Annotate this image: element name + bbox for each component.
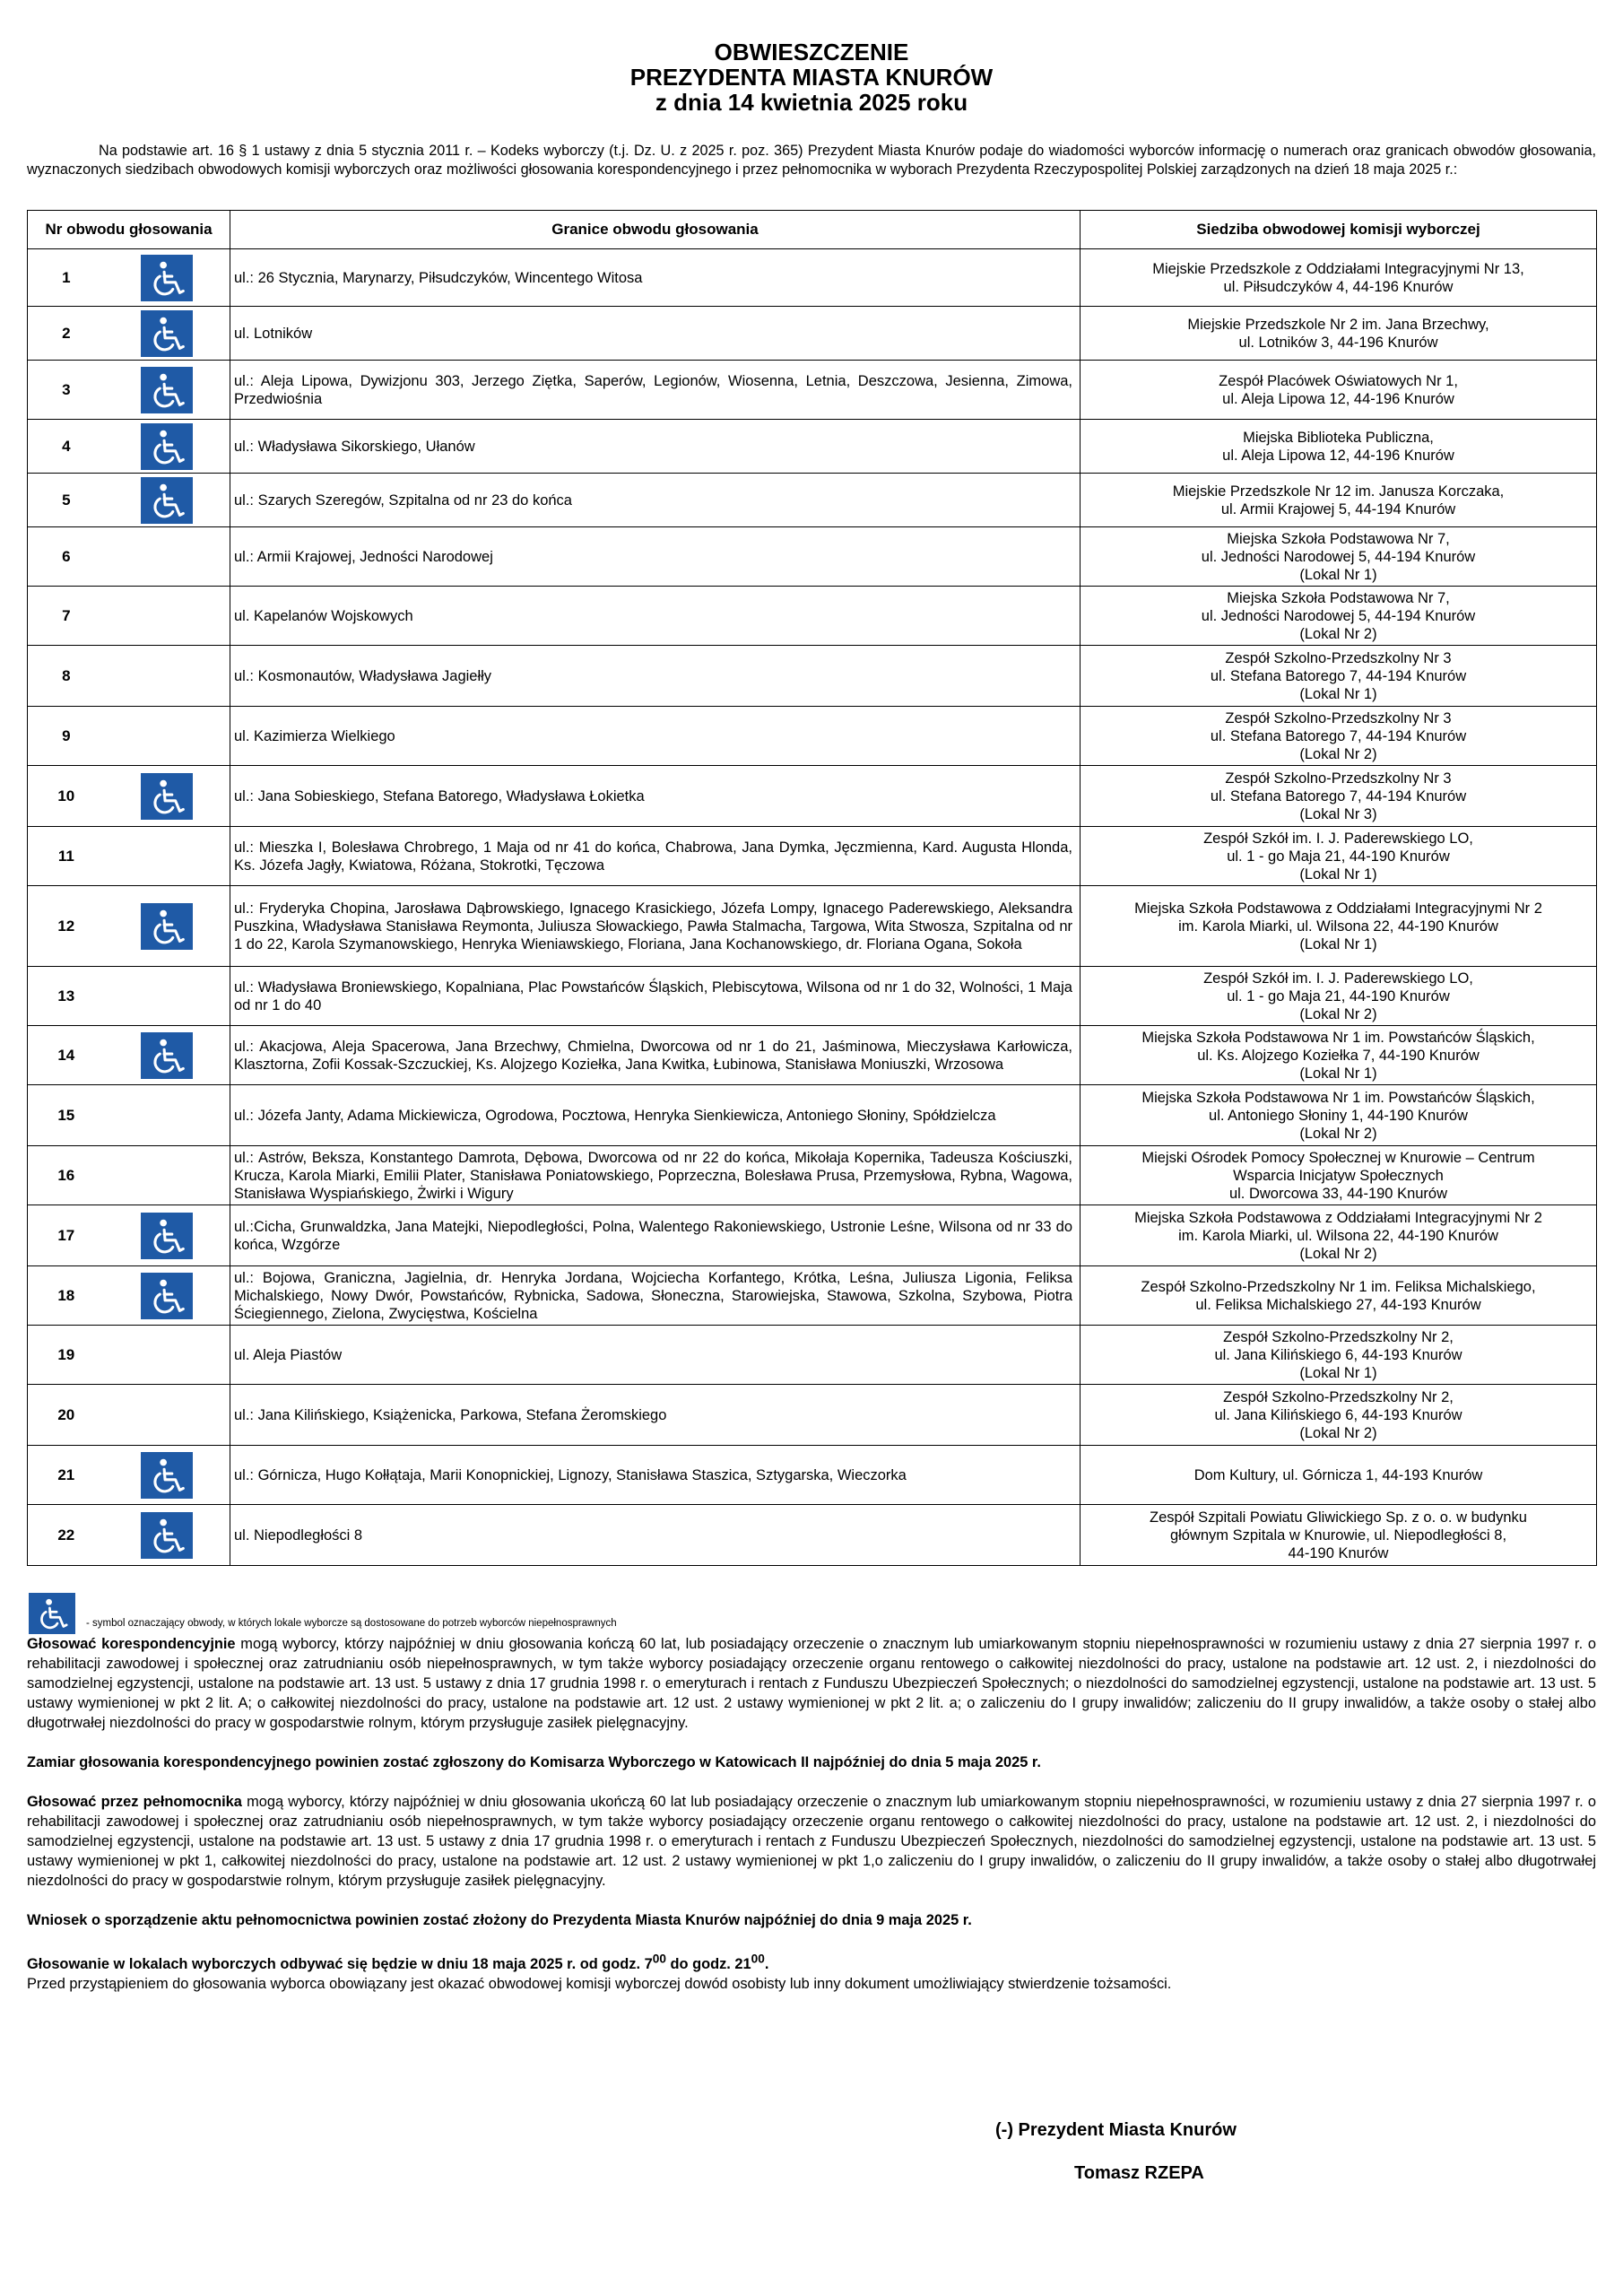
table-body	[28, 249, 1597, 1566]
commission-seat-line: ul. Feliksa Michalskiego 27, 44-193 Knurów	[1195, 1296, 1481, 1313]
notice-title	[27, 39, 1596, 115]
commission-seat-line: Miejska Szkoła Podstawowa z Oddziałami Integracyjnymi Nr 2	[1134, 1209, 1542, 1226]
district-boundaries: ul.: Astrów, Beksza, Konstantego Damrota, Dębowa, Dworcowa od nr 22 do końca, Mikołaja Kopernika, Tadeusza Kościuszki, Krucza, Karola Miarki, Emilii Plater, Stanisława Poniatowskiego, Poprzeczna, Bolesława Prusa, Przemysłowa, Rybna, Wagowa, Stanisława Wyspiańskiego, Żwirki i Wigury	[230, 1146, 1081, 1205]
commission-seat-line: Miejskie Przedszkole z Oddziałami Integracyjnymi Nr 13,	[1152, 260, 1524, 277]
commission-seat-line: Zespół Szkolno-Przedszkolny Nr 2,	[1223, 1328, 1454, 1345]
commission-seat-line: ul. Aleja Lipowa 12, 44-196 Knurów	[1222, 447, 1454, 464]
district-number: 13	[57, 987, 75, 1004]
district-number-cell	[28, 1026, 230, 1085]
district-boundaries: ul.: 26 Stycznia, Marynarzy, Piłsudczyków, Wincentego Witosa	[230, 249, 1081, 307]
table-row	[28, 361, 1597, 420]
district-number-cell	[28, 1446, 230, 1505]
district-boundaries: ul. Kazimierza Wielkiego	[230, 707, 1081, 766]
district-boundaries: ul.: Jana Sobieskiego, Stefana Batorego, Władysława Łokietka	[230, 766, 1081, 827]
intro-paragraph: Na podstawie art. 16 § 1 ustawy z dnia 5 stycznia 2011 r. – Kodeks wyborczy (t.j. Dz. U. z 2025 r. poz. 365) Prezydent Miasta Knurów podaje do wiadomości wyborców informację o numerach oraz granicach obwodów głosowania, wyznaczonych siedzibach obwodowych komisji wyborczych oraz możliwości głosowania korespondencyjnego i przez pełnomocnika w wyborach Prezydenta Rzeczypospolitej Polskiej zarządzonych na dzień 18 maja 2025 r.:	[27, 143, 1596, 178]
district-number: 15	[57, 1106, 75, 1124]
proxy-text: mogą wyborcy, którzy najpóźniej w dniu głosowania ukończą 60 lat lub posiadający orzeczenie o znacznym lub umiarkowanym stopniu niepełnosprawności, w rozumieniu ustawy z dnia 27 sierpnia 1997 r. o rehabilitacji zawodowej i społecznej oraz zatrudnianiu osób niepełnosprawnych, w tym także wyborcy posiadający orzeczenie organu rentowego o całkowitej niezdolności do pracy, ustalone na podstawie art. 12 ust. 2, i niezdolności do samodzielnej egzystencji, ustalone na podstawie art. 13 ust. 5 ustawy z dnia 17 grudnia 1998 r. o emeryturach i rentach z Funduszu Ubezpieczeń Społecznych, niezdolności do samodzielnej egzystencji, ustalone na podstawie art. 13 ust. 5 ustawy wymienionej w pkt 1, całkowitej niezdolności do pracy, ustalone na podstawie art. 12 ust. 2 ustawy wymienionej w pkt 1,o zaliczeniu do I grupy inwalidów, o zaliczeniu do II grupy inwalidów, a także osoby o stałej albo długotrwałej niezdolności do pracy w gospodarstwie rolnym, którym przysługuje zasiłek pielęgnacyjny.	[27, 1794, 1596, 1889]
commission-seat-line: (Lokal Nr 1)	[1299, 1065, 1377, 1082]
district-number: 5	[62, 491, 71, 509]
table-row	[28, 1446, 1597, 1505]
commission-seat-line: ul. Jedności Narodowej 5, 44-194 Knurów	[1201, 548, 1476, 565]
commission-seat	[1081, 361, 1597, 420]
commission-seat-line: (Lokal Nr 1)	[1299, 865, 1377, 883]
commission-seat-line: Zespół Szkół im. I. J. Paderewskiego LO,	[1203, 970, 1473, 987]
district-boundaries: ul.: Armii Krajowej, Jedności Narodowej	[230, 527, 1081, 587]
commission-seat-line: (Lokal Nr 2)	[1299, 1005, 1377, 1022]
district-boundaries: ul.: Mieszka I, Bolesława Chrobrego, 1 Maja od nr 41 do końca, Chabrowa, Jana Dymka, Jęczmienna, Kard. Augusta Hlonda, Ks. Józefa Jagły, Kwiatowa, Różana, Stokrotki, Tęczowa	[230, 827, 1081, 886]
commission-seat	[1081, 249, 1597, 307]
table-row	[28, 307, 1597, 361]
district-number-cell	[28, 1146, 230, 1205]
wheelchair-accessible-icon	[141, 1452, 193, 1499]
district-boundaries: ul.: Akacjowa, Aleja Spacerowa, Jana Brzechwy, Chmielna, Dworcowa od nr 1 do 21, Jaśminowa, Mieczysława Karłowicza, Klasztorna, Zofii Kossak-Szczuckiej, Ks. Alojzego Koziełka, Jana Kwitka, Łubinowa, Stanisława Moniuszki, Wrzosowa	[230, 1026, 1081, 1085]
district-number: 12	[57, 917, 75, 935]
district-number-cell	[28, 646, 230, 707]
district-number-cell	[28, 249, 230, 307]
district-number: 20	[57, 1405, 75, 1423]
commission-seat-line: ul. Antoniego Słoniny 1, 44-190 Knurów	[1209, 1107, 1468, 1124]
district-number-cell	[28, 1085, 230, 1146]
commission-seat-line: im. Karola Miarki, ul. Wilsona 22, 44-190 Knurów	[1178, 1227, 1498, 1244]
district-number: 17	[57, 1226, 75, 1244]
district-boundaries: ul. Aleja Piastów	[230, 1326, 1081, 1385]
wheelchair-accessible-icon	[141, 1032, 193, 1079]
district-number-cell	[28, 1266, 230, 1326]
table-row	[28, 1146, 1597, 1205]
district-boundaries: ul. Niepodległości 8	[230, 1505, 1081, 1566]
district-number-cell	[28, 1385, 230, 1446]
district-number: 7	[62, 606, 71, 624]
commission-seat	[1081, 1266, 1597, 1326]
commission-seat-line: Dom Kultury, ul. Górnicza 1, 44-193 Knurów	[1193, 1466, 1483, 1483]
commission-seat	[1081, 1446, 1597, 1505]
wheelchair-accessible-icon	[141, 423, 193, 470]
table-row	[28, 474, 1597, 527]
wheelchair-accessible-icon	[141, 310, 193, 357]
commission-seat-line: (Lokal Nr 1)	[1299, 685, 1377, 702]
commission-seat-line: ul. Stefana Batorego 7, 44-194 Knurów	[1210, 787, 1467, 804]
proxy-lead: Głosować przez pełnomocnika	[27, 1794, 242, 1810]
district-boundaries: ul.: Szarych Szeregów, Szpitalna od nr 23 do końca	[230, 474, 1081, 527]
district-boundaries: ul.: Górnicza, Hugo Kołłątaja, Marii Konopnickiej, Lignozy, Stanisława Staszica, Sztygarska, Wieczorka	[230, 1446, 1081, 1505]
title-line-2: PREZYDENTA MIASTA KNURÓW	[629, 64, 994, 91]
table-row	[28, 766, 1597, 827]
table-row	[28, 646, 1597, 707]
commission-seat-line: Miejska Szkoła Podstawowa Nr 7,	[1227, 589, 1450, 606]
table-header-row	[28, 211, 1597, 249]
table-row	[28, 1505, 1597, 1566]
district-number-cell	[28, 1205, 230, 1266]
district-number-cell	[28, 527, 230, 587]
voting-districts-table	[27, 210, 1597, 1566]
district-boundaries: ul.: Kosmonautów, Władysława Jagiełły	[230, 646, 1081, 707]
district-number-cell	[28, 886, 230, 967]
district-number: 18	[57, 1286, 75, 1304]
commission-seat-line: Zespół Szkolno-Przedszkolny Nr 3	[1225, 709, 1452, 726]
commission-seat-line: ul. Piłsudczyków 4, 44-196 Knurów	[1223, 278, 1454, 295]
table-row	[28, 1385, 1597, 1446]
commission-seat	[1081, 587, 1597, 646]
commission-seat-line: (Lokal Nr 2)	[1299, 745, 1377, 762]
commission-seat-line: ul. Jedności Narodowej 5, 44-194 Knurów	[1201, 607, 1476, 624]
commission-seat-line: Wsparcia Inicjatyw Społecznych	[1233, 1167, 1444, 1184]
correspondence-text: mogą wyborcy, którzy najpóźniej w dniu głosowania kończą 60 lat, lub posiadający orzeczenie o znacznym lub umiarkowanym stopniu niepełnosprawności w rozumieniu ustawy z dnia 27 sierpnia 1997 r. o rehabilitacji zawodowej i społecznej oraz zatrudnianiu osób niepełnosprawnych, w tym także wyborcy posiadający orzeczenie organu rentowego o całkowitej niezdolności do pracy, ustalone na podstawie art. 12 ust. 2, i niezdolności do samodzielnej egzystencji, ustalone na podstawie art. 13 ust. 5 ustawy z dnia 17 grudnia 1998 r. o emeryturach i rentach z Funduszu Ubezpieczeń Społecznych; o niezdolności do samodzielnej egzystencji, ustalone na podstawie art. 13 ust. 5 ustawy wymienionej w pkt 2 lit. A; o całkowitej niezdolności do pracy, ustalone na podstawie art. 12 ust. 2 ustawy wymienionej w pkt 2 lit. a; o zaliczeniu do I grupy inwalidów; zaliczeniu do II grupy inwalidów, a także osoby o stałej albo długotrwałej niezdolności do pracy w gospodarstwie rolnym, którym przysługuje zasiłek pielęgnacyjny.	[27, 1636, 1597, 1731]
district-boundaries: ul.:Cicha, Grunwaldzka, Jana Matejki, Niepodległości, Polna, Walentego Rakoniewskiego, Ustronie Leśne, Wilsona od nr 33 do końca, Wzgórze	[230, 1205, 1081, 1266]
voting-hours: Głosowanie w lokalach wyborczych odbywać się będzie w dniu 18 maja 2025 r. od godz. $7^{00}$ do godz. $21^{00}$.	[27, 1952, 769, 1973]
commission-seat-line: Zespół Szkół im. I. J. Paderewskiego LO,	[1203, 830, 1473, 847]
commission-seat-line: (Lokal Nr 1)	[1299, 1364, 1377, 1381]
commission-seat-line: Zespół Placówek Oświatowych Nr 1,	[1219, 372, 1458, 389]
correspondence-lead: Głosować korespondencyjnie	[27, 1636, 236, 1652]
district-number: 2	[62, 324, 71, 342]
district-number-cell	[28, 967, 230, 1026]
district-number-cell	[28, 361, 230, 420]
district-boundaries: ul. Kapelanów Wojskowych	[230, 587, 1081, 646]
district-number-cell	[28, 587, 230, 646]
district-number-cell	[28, 474, 230, 527]
table-row	[28, 587, 1597, 646]
district-boundaries: ul.: Jana Kilińskiego, Książenicka, Parkowa, Stefana Żeromskiego	[230, 1385, 1081, 1446]
district-number: 16	[57, 1166, 75, 1184]
district-number: 1	[62, 268, 71, 286]
commission-seat	[1081, 1205, 1597, 1266]
table-row	[28, 527, 1597, 587]
district-number-cell	[28, 707, 230, 766]
id-requirement-note: Przed przystąpieniem do głosowania wyborca obowiązany jest okazać obwodowej komisji wyborczej dowód osobisty lub inny dokument umożliwiający stwierdzenie tożsamości.	[27, 1976, 1172, 1993]
title-line-1: OBWIESZCZENIE	[714, 39, 909, 65]
commission-seat	[1081, 886, 1597, 967]
proxy-paragraph	[27, 1792, 1596, 1891]
signature-title: (-) Prezydent Miasta Knurów	[995, 2120, 1237, 2140]
commission-seat-line: ul. Dworcowa 33, 44-190 Knurów	[1228, 1185, 1448, 1202]
district-number: 3	[62, 380, 71, 398]
commission-seat-line: ul. Aleja Lipowa 12, 44-196 Knurów	[1222, 390, 1454, 407]
table-row	[28, 1085, 1597, 1146]
district-number-cell	[28, 307, 230, 361]
wheelchair-accessible-icon	[141, 477, 193, 524]
commission-seat	[1081, 474, 1597, 527]
table-row	[28, 420, 1597, 474]
district-number: 14	[57, 1046, 75, 1064]
district-boundaries: ul.: Józefa Janty, Adama Mickiewicza, Ogrodowa, Pocztowa, Henryka Sienkiewicza, Antoniego Słoniny, Spółdzielcza	[230, 1085, 1081, 1146]
table-row	[28, 707, 1597, 766]
district-boundaries: ul.: Aleja Lipowa, Dywizjonu 303, Jerzego Ziętka, Saperów, Legionów, Wiosenna, Letnia, Deszczowa, Jesienna, Zimowa, Przedwiośnia	[230, 361, 1081, 420]
commission-seat-line: Zespół Szpitali Powiatu Gliwickiego Sp. z o. o. w budynku	[1150, 1509, 1527, 1526]
table-row	[28, 1026, 1597, 1085]
table-row	[28, 967, 1597, 1026]
district-number: 4	[62, 437, 71, 455]
wheelchair-accessible-icon	[141, 1273, 193, 1319]
commission-seat	[1081, 420, 1597, 474]
commission-seat	[1081, 1385, 1597, 1446]
commission-seat-line: (Lokal Nr 2)	[1299, 1125, 1377, 1142]
district-number: 10	[57, 787, 75, 804]
commission-seat-line: 44-190 Knurów	[1288, 1544, 1389, 1561]
commission-seat	[1081, 527, 1597, 587]
wheelchair-accessible-icon	[141, 1213, 193, 1259]
commission-seat	[1081, 1326, 1597, 1385]
commission-seat-line: Miejska Szkoła Podstawowa z Oddziałami Integracyjnymi Nr 2	[1134, 900, 1542, 917]
correspondence-deadline: Zamiar głosowania korespondencyjnego powinien zostać zgłoszony do Komisarza Wyborczego w Katowicach II najpóźniej do dnia 5 maja 2025 r.	[27, 1754, 1041, 1770]
commission-seat-line: ul. 1 - go Maja 21, 44-190 Knurów	[1227, 848, 1450, 865]
commission-seat-line: Miejska Biblioteka Publiczna,	[1243, 429, 1434, 446]
commission-seat-line: (Lokal Nr 1)	[1299, 566, 1377, 583]
commission-seat-line: (Lokal Nr 1)	[1299, 935, 1377, 952]
wheelchair-accessible-icon	[141, 1512, 193, 1559]
district-boundaries: ul.: Bojowa, Graniczna, Jagielnia, dr. Henryka Jordana, Wojciecha Korfantego, Krótka, Leśna, Juliusza Ligonia, Feliksa Michalskiego, Nowy Dwór, Powstańców, Rybnicka, Sadowa, Słoneczna, Starowiejska, Stawowa, Szkolna, Szybowa, Piotra Ściegiennego, Zielona, Zwycięstwa, Kościelna	[230, 1266, 1081, 1326]
commission-seat-line: ul. Armii Krajowej 5, 44-194 Knurów	[1220, 500, 1456, 517]
wheelchair-accessible-icon	[141, 367, 193, 413]
commission-seat	[1081, 1146, 1597, 1205]
commission-seat	[1081, 1026, 1597, 1085]
commission-seat-line: (Lokal Nr 3)	[1299, 805, 1377, 822]
table-row	[28, 1326, 1597, 1385]
commission-seat-line: ul. Lotników 3, 44-196 Knurów	[1238, 334, 1438, 351]
commission-seat-line: Miejskie Przedszkole Nr 2 im. Jana Brzechwy,	[1187, 316, 1489, 333]
signature-name: Tomasz RZEPA	[1074, 2163, 1204, 2183]
commission-seat-line: Zespół Szkolno-Przedszkolny Nr 3	[1225, 649, 1452, 666]
commission-seat-line: (Lokal Nr 2)	[1299, 625, 1377, 642]
district-number-cell	[28, 1505, 230, 1566]
district-boundaries: ul.: Fryderyka Chopina, Jarosława Dąbrowskiego, Ignacego Krasickiego, Józefa Lompy, Ignacego Paderewskiego, Aleksandra Puszkina, Władysława Stanisława Reymonta, Juliusza Słowackiego, Pawła Stalmacha, Targowa, Wita Stwosza, Szpitalna od nr 1 do 22, Karola Szymanowskiego, Henryka Wieniawskiego, Floriana, Jana Kochanowskiego, dr. Floriana Ogana, Sokoła	[230, 886, 1081, 967]
commission-seat	[1081, 307, 1597, 361]
correspondence-paragraph	[27, 1634, 1596, 1733]
table-row	[28, 1266, 1597, 1326]
district-boundaries: ul.: Władysława Sikorskiego, Ułanów	[230, 420, 1081, 474]
district-number: 8	[62, 666, 71, 684]
table-row	[28, 249, 1597, 307]
commission-seat	[1081, 967, 1597, 1026]
commission-seat-line: ul. Stefana Batorego 7, 44-194 Knurów	[1210, 727, 1467, 744]
district-number: 21	[57, 1465, 75, 1483]
district-number: 22	[57, 1526, 75, 1544]
header-district-number: Nr obwodu głosowania	[28, 211, 230, 249]
district-number: 19	[57, 1345, 75, 1363]
legend-text: - symbol oznaczający obwody, w których lokale wyborcze są dostosowane do potrzeb wyborców niepełnosprawnych	[86, 1618, 617, 1629]
commission-seat-line: Miejska Szkoła Podstawowa Nr 7,	[1227, 530, 1450, 547]
wheelchair-accessible-icon	[141, 773, 193, 820]
notice-body	[27, 1634, 1596, 1994]
commission-seat-line: Miejska Szkoła Podstawowa Nr 1 im. Powstańców Śląskich,	[1141, 1029, 1535, 1046]
commission-seat-line: Miejski Ośrodek Pomocy Społecznej w Knurowie – Centrum	[1141, 1149, 1535, 1166]
district-number-cell	[28, 827, 230, 886]
district-boundaries: ul. Lotników	[230, 307, 1081, 361]
wheelchair-accessible-icon	[141, 903, 193, 950]
commission-seat	[1081, 646, 1597, 707]
commission-seat-line: Miejskie Przedszkole Nr 12 im. Janusza Korczaka,	[1172, 483, 1505, 500]
district-number-cell	[28, 766, 230, 827]
title-line-3: z dnia 14 kwietnia 2025 roku	[655, 89, 968, 116]
commission-seat	[1081, 707, 1597, 766]
header-commission-seat: Siedziba obwodowej komisji wyborczej	[1081, 211, 1597, 249]
commission-seat-line: ul. Ks. Alojzego Koziełka 7, 44-190 Knurów	[1197, 1047, 1480, 1064]
legend	[27, 1593, 1596, 1636]
commission-seat-line: (Lokal Nr 2)	[1299, 1245, 1377, 1262]
wheelchair-accessible-icon	[141, 255, 193, 301]
commission-seat-line: ul. Jana Kilińskiego 6, 44-193 Knurów	[1214, 1346, 1462, 1363]
district-number-cell	[28, 1326, 230, 1385]
wheelchair-accessible-icon	[29, 1593, 75, 1634]
commission-seat	[1081, 1505, 1597, 1566]
district-number-cell	[28, 420, 230, 474]
commission-seat	[1081, 1085, 1597, 1146]
table-row	[28, 886, 1597, 967]
district-number: 9	[62, 726, 71, 744]
commission-seat-line: Zespół Szkolno-Przedszkolny Nr 3	[1225, 770, 1452, 787]
district-number: 6	[62, 547, 71, 565]
commission-seat-line: Zespół Szkolno-Przedszkolny Nr 1 im. Feliksa Michalskiego,	[1141, 1278, 1536, 1295]
commission-seat-line: ul. Stefana Batorego 7, 44-194 Knurów	[1210, 667, 1467, 684]
commission-seat-line: Miejska Szkoła Podstawowa Nr 1 im. Powstańców Śląskich,	[1141, 1089, 1535, 1106]
table-row	[28, 827, 1597, 886]
commission-seat-line: ul. 1 - go Maja 21, 44-190 Knurów	[1227, 987, 1450, 1004]
commission-seat-line: im. Karola Miarki, ul. Wilsona 22, 44-190 Knurów	[1178, 918, 1498, 935]
district-number: 11	[57, 847, 74, 865]
commission-seat-line: ul. Jana Kilińskiego 6, 44-193 Knurów	[1214, 1406, 1462, 1423]
commission-seat	[1081, 827, 1597, 886]
commission-seat-line: głównym Szpitala w Knurowie, ul. Niepodległości 8,	[1169, 1526, 1507, 1544]
commission-seat-line: Zespół Szkolno-Przedszkolny Nr 2,	[1223, 1388, 1454, 1405]
district-boundaries: ul.: Władysława Broniewskiego, Kopalniana, Plac Powstańców Śląskich, Plebiscytowa, Wilsona od nr 1 do 32, Wolności, 1 Maja od nr 1 do 40	[230, 967, 1081, 1026]
proxy-deadline: Wniosek o sporządzenie aktu pełnomocnictwa powinien zostać złożony do Prezydenta Miasta Knurów najpóźniej do dnia 9 maja 2025 r.	[27, 1912, 972, 1928]
commission-seat-line: (Lokal Nr 2)	[1299, 1424, 1377, 1441]
header-district-boundaries: Granice obwodu głosowania	[230, 211, 1081, 249]
commission-seat	[1081, 766, 1597, 827]
table-row	[28, 1205, 1597, 1266]
